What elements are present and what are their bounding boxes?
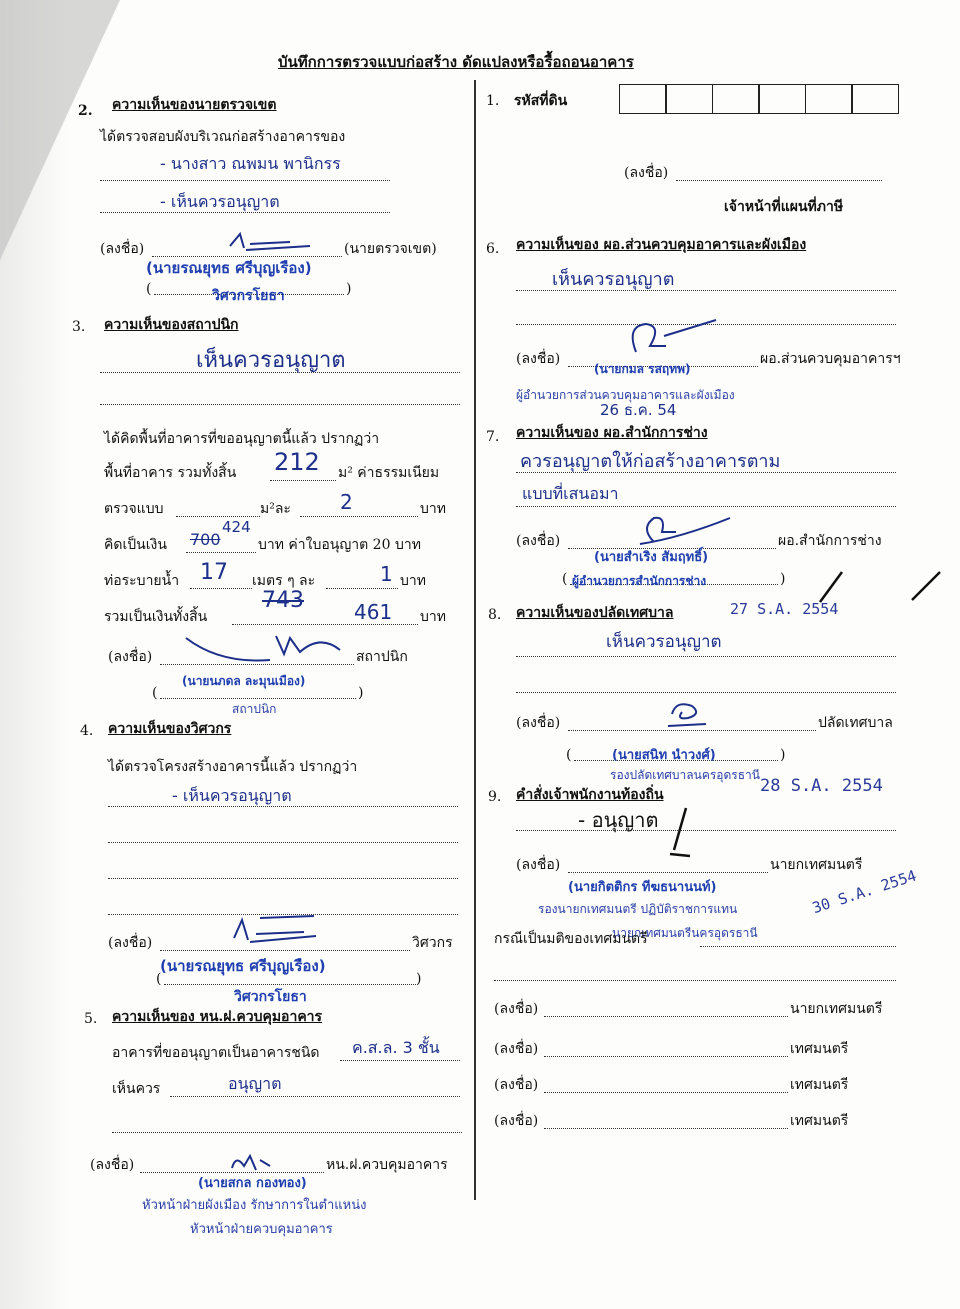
s3-area-hand: 212 <box>274 448 320 476</box>
council-signer-line <box>544 1128 788 1129</box>
council-line1 <box>700 946 896 947</box>
s2-heading: ความเห็นของนายตรวจเขต <box>112 97 277 113</box>
s9-order-hand: - อนุญาต <box>578 808 659 832</box>
s4-heading: ความเห็นของวิศวกร <box>108 721 232 737</box>
s3-rate-line <box>300 516 418 517</box>
s4-opinion-hand: - เห็นควรอนุญาต <box>172 786 292 805</box>
council-signer-role: เทศมนตรี <box>790 1041 849 1057</box>
s5-sign-prefix: (ลงชื่อ) <box>90 1157 135 1173</box>
s3-area-line <box>270 480 336 481</box>
council-line2 <box>494 980 896 981</box>
council-signer-role: เทศมนตรี <box>790 1077 849 1093</box>
s4-signature <box>220 912 330 948</box>
s9-date-stamp: 28 S.A. 2554 <box>760 776 883 796</box>
s3-paren-open: ( <box>152 685 158 701</box>
s4-paren-open: ( <box>156 971 162 987</box>
s3-sign-prefix: (ลงชื่อ) <box>108 649 153 665</box>
s3-line1 <box>100 372 460 373</box>
land-code-box[interactable] <box>712 84 760 114</box>
s9-sign-line <box>568 872 768 873</box>
s6-sign-prefix: (ลงชื่อ) <box>516 351 561 367</box>
s8-signature <box>662 698 712 730</box>
s8-line2 <box>516 692 896 693</box>
s7-stamp-role: ผู้อำนวยการสำนักการช่าง <box>572 574 707 588</box>
s2-line1 <box>100 180 390 181</box>
s8-heading: ความเห็นของปลัดเทศบาล <box>516 605 674 621</box>
s7-line1 <box>516 472 896 473</box>
s5-line3 <box>112 1132 462 1133</box>
s4-paren-close: ) <box>416 971 422 987</box>
s3-money-struck-hand: 700 <box>190 530 221 549</box>
s5-opinion-label: เห็นควร <box>112 1081 161 1097</box>
column-divider <box>474 80 476 1200</box>
s8-opinion-hand: เห็นควรอนุญาต <box>606 632 722 652</box>
s3-paren-close: ) <box>358 685 364 701</box>
s5-signature <box>226 1150 276 1174</box>
s8-sign-prefix: (ลงชื่อ) <box>516 715 561 731</box>
s3-license-label: บาท ค่าใบอนุญาต 20 บาท <box>258 537 421 553</box>
s6-stamp-name: (นายกมล รสฤทพ) <box>594 362 691 376</box>
s4-number: 4. <box>80 723 94 739</box>
s4-sign-suffix: วิศวกร <box>412 935 453 951</box>
s3-pipe-rate-line <box>326 588 398 589</box>
s9-stamp-name: (นายกิตติกร ทีฆธนานนท์) <box>568 880 717 895</box>
s4-line3 <box>108 878 458 879</box>
s5-stamp-name: (นายสกล กองทอง) <box>198 1176 307 1191</box>
s3-rate-hand: 2 <box>340 490 353 514</box>
s3-rate-label: ม²ละ <box>260 501 291 517</box>
s9-heading: คำสั่งเจ้าพนักงานท้องถิ่น <box>516 787 664 803</box>
s8-paren-close: ) <box>780 747 786 763</box>
s5-number: 5. <box>84 1011 98 1027</box>
s3-total-unit: บาท <box>420 609 446 625</box>
land-code-box[interactable] <box>805 84 853 114</box>
council-signer-prefix: (ลงชื่อ) <box>494 1041 539 1057</box>
s3-pipe-unit: บาท <box>400 573 426 589</box>
council-signer-prefix: (ลงชื่อ) <box>494 1001 539 1017</box>
s6-heading: ความเห็นของ ผอ.ส่วนควบคุมอาคารและผังเมือง <box>516 237 807 253</box>
s3-money-label: คิดเป็นเงิน <box>104 537 167 553</box>
s8-number: 8. <box>488 607 502 623</box>
s3-total-struck-hand: 743 <box>262 588 304 613</box>
s4-stamp-role: วิศวกรโยธา <box>234 989 307 1005</box>
s4-name-line <box>164 984 416 985</box>
council-signer-prefix: (ลงชื่อ) <box>494 1113 539 1129</box>
s3-rate-unit: บาท <box>420 501 446 517</box>
s9-date-stamp2: 30 S.A. 2554 <box>810 866 919 918</box>
land-code-box[interactable] <box>665 84 713 114</box>
s7-number: 7. <box>486 429 500 445</box>
s2-paren-close: ) <box>346 281 352 297</box>
s7-opinion-hand2: แบบที่เสนอมา <box>522 484 619 503</box>
land-code-box[interactable] <box>851 84 899 114</box>
s7-sign-prefix: (ลงชื่อ) <box>516 533 561 549</box>
council-signer-line <box>544 1016 788 1017</box>
s8-stamp-name: (นายสนิท นำวงศ์) <box>612 748 716 763</box>
s5-type-label: อาคารที่ขออนุญาตเป็นอาคารชนิด <box>112 1045 320 1061</box>
s1-sign-line <box>676 180 882 181</box>
form-title: บันทึกการตรวจแบบก่อสร้าง ดัดแปลงหรือรื้อถอนอาคาร <box>278 53 634 71</box>
s7-heading: ความเห็นของ ผอ.สำนักการช่าง <box>516 425 708 441</box>
s7-sign-suffix: ผอ.สำนักการช่าง <box>778 533 882 549</box>
s8-paren-open: ( <box>566 747 572 763</box>
s5-opinion-line <box>170 1096 460 1097</box>
s8-stamp-role: รองปลัดเทศบาลนครอุดรธานี <box>610 768 760 782</box>
s6-opinion-hand: เห็นควรอนุญาต <box>552 269 675 290</box>
s9-signature <box>660 804 700 868</box>
s2-sign-suffix: (นายตรวจเขต) <box>344 241 437 257</box>
s1-role: เจ้าหน้าที่แผนที่ภาษี <box>724 199 844 215</box>
s4-sign-prefix: (ลงชื่อ) <box>108 935 153 951</box>
s3-review-line <box>176 516 260 517</box>
s2-sign-prefix: (ลงชื่อ) <box>100 241 145 257</box>
s3-sign-suffix: สถาปนิก <box>356 649 408 665</box>
s3-name-line <box>160 698 356 699</box>
s3-signature <box>180 624 360 668</box>
s3-number: 3. <box>72 319 86 335</box>
s4-sign-line <box>160 950 410 951</box>
s3-line2 <box>100 404 460 405</box>
s8-sign-line <box>568 730 816 731</box>
s3-pipe-line <box>190 588 252 589</box>
council-signer-line <box>544 1092 788 1093</box>
s7-paren-open: ( <box>562 571 568 587</box>
s6-line1 <box>516 290 896 291</box>
s3-calc-line1: ได้คิดพื้นที่อาคารที่ขออนุญาตนี้แล้ว ปรากฏว่า <box>104 431 380 447</box>
s9-line1 <box>516 830 896 831</box>
s3-stamp-name: (นายนภดล ละมุนเมือง) <box>182 674 306 688</box>
s9-sign-prefix: (ลงชื่อ) <box>516 857 561 873</box>
s2-stamp-name: (นายรณยุทธ ศรีบุญเรือง) <box>146 259 312 277</box>
s3-pipe-rate-hand: 1 <box>380 562 393 586</box>
s4-line2 <box>108 842 458 843</box>
s7-paren-close: ) <box>780 571 786 587</box>
s3-money-hand: 424 <box>222 518 251 536</box>
s3-total-hand: 461 <box>354 600 393 624</box>
s7-stamp-name: (นายสำเริง สัมฤทธิ์) <box>594 550 709 565</box>
s6-date-hand: 26 ธ.ค. 54 <box>600 401 677 419</box>
s5-stamp-role1: หัวหน้าฝ่ายผังเมือง รักษาการในตำแหน่ง <box>142 1198 367 1213</box>
s3-opinion-hand: เห็นควรอนุญาต <box>196 348 346 373</box>
s9-sign-suffix: นายกเทศมนตรี <box>770 857 863 873</box>
s3-pipe-hand: 17 <box>200 560 228 585</box>
s3-pipe-rate-label: เมตร ๆ ละ <box>252 573 316 589</box>
s9-number: 9. <box>488 789 502 805</box>
s5-heading: ความเห็นของ หน.ฝ.ควบคุมอาคาร <box>112 1009 323 1025</box>
s3-heading: ความเห็นของสถาปนิก <box>104 317 239 333</box>
s7-line2 <box>516 506 896 507</box>
s3-fee-label: ม² ค่าธรรมเนียม <box>338 465 440 481</box>
s7-opinion-hand1: ควรอนุญาตให้ก่อสร้างอาคารตาม <box>520 451 781 472</box>
s5-sign-suffix: หน.ฝ.ควบคุมอาคาร <box>326 1157 448 1173</box>
s2-signature <box>210 228 320 258</box>
s5-opinion-hand: อนุญาต <box>228 1074 282 1093</box>
land-code-boxes[interactable] <box>620 84 899 114</box>
s2-text: ได้ตรวจสอบผังบริเวณก่อสร้างอาคารของ <box>100 129 346 145</box>
s3-money-line <box>186 552 256 553</box>
council-signer-line <box>544 1056 788 1057</box>
s8-sign-suffix: ปลัดเทศบาล <box>818 715 893 731</box>
s2-paren-open: ( <box>146 281 152 297</box>
s3-review-label: ตรวจแบบ <box>104 501 164 517</box>
s3-area-label: พื้นที่อาคาร รวมทั้งสิ้น <box>104 465 237 481</box>
s3-total-label: รวมเป็นเงินทั้งสิ้น <box>104 609 208 625</box>
s8-date-stamp: 27 S.A. 2554 <box>730 600 839 618</box>
land-code-box[interactable] <box>619 84 667 114</box>
s2-applicant-hand: - นางสาว ณพมน พานิกรร <box>160 154 341 173</box>
s1-number: 1. <box>486 93 500 109</box>
s9-stamp-role1: รองนายกเทศมนตรี ปฏิบัติราชการแทน <box>538 902 738 916</box>
s4-text: ได้ตรวจโครงสร้างอาคารนี้แล้ว ปรากฏว่า <box>108 759 358 775</box>
council-signer-role: นายกเทศมนตรี <box>790 1001 883 1017</box>
s8-line1 <box>516 656 896 657</box>
s6-signature <box>606 316 726 360</box>
s2-stamp-role: วิศวกรโยธา <box>212 288 285 304</box>
s4-stamp-name: (นายรณยุทธ ศรีบุญเรือง) <box>160 957 326 975</box>
s6-stamp-role: ผู้อำนวยการส่วนควบคุมอาคารและผังเมือง <box>516 388 735 402</box>
s5-stamp-role2: หัวหน้าฝ่ายควบคุมอาคาร <box>190 1222 333 1237</box>
s6-number: 6. <box>486 241 500 257</box>
s2-opinion-hand: - เห็นควรอนุญาต <box>160 192 280 211</box>
council-label: กรณีเป็นมติของเทศมนตรี <box>494 931 648 947</box>
s5-type-hand: ค.ส.ล. 3 ชั้น <box>352 1038 440 1057</box>
s1-sign-prefix: (ลงชื่อ) <box>624 165 669 181</box>
s3-pipe-label: ท่อระบายน้ำ <box>104 573 180 589</box>
s6-sign-suffix: ผอ.ส่วนควบคุมอาคารฯ <box>760 351 901 367</box>
land-code-box[interactable] <box>758 84 806 114</box>
council-signer-role: เทศมนตรี <box>790 1113 849 1129</box>
s2-number: 2. <box>78 103 93 119</box>
s9-stamp-role2: นายกเทศมนตรีนครอุดรธานี <box>612 926 758 940</box>
s1-heading: รหัสที่ดิน <box>514 93 568 109</box>
s7-signature <box>620 508 740 548</box>
s3-stamp-role: สถาปนิก <box>232 702 277 716</box>
council-signer-prefix: (ลงชื่อ) <box>494 1077 539 1093</box>
